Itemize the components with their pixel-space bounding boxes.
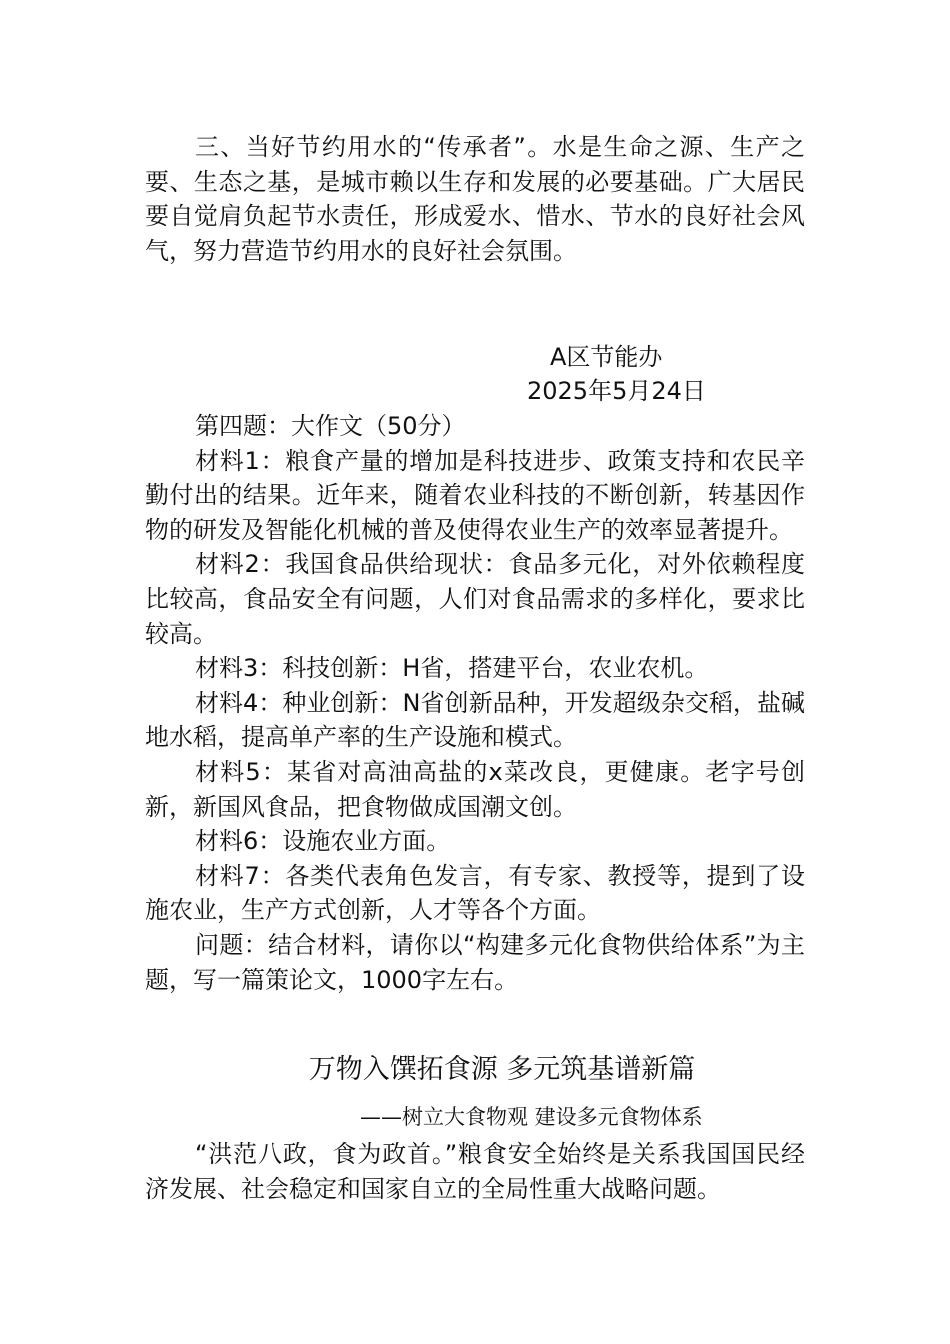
section-three-paragraph: 三、当好节约用水的“传承者”。水是生命之源、生产之要、生态之基，是城市赖以生存和发展的必要基础。广大居民要自觉肩负起节水责任，形成爱水、惜水、节水的良好社会风气，努力营造节约用水的良好社会氛围。 (145, 133, 805, 265)
material-item: 材料3：科技创新：H省，搭建平台，农业农机。 (195, 654, 709, 683)
material-item: 材料7：各类代表角色发言，有专家、教授等，提到了设施农业，生产方式创新，人才等各个方面。 (145, 861, 805, 925)
essay-subtitle: ——树立大食物观 建设多元食物体系 (360, 1105, 703, 1129)
material-item: 材料1：粮食产量的增加是科技进步、政策支持和农民辛勤付出的结果。近年来，随着农业科技的不断创新，转基因作物的研发及智能化机械的普及使得农业生产的效率显著提升。 (145, 446, 805, 544)
question-heading: 第四题：大作文（50分） (195, 412, 466, 440)
question-prompt: 问题：结合材料，请你以“构建多元化食物供给体系”为主题，写一篇策论文，1000字左右。 (145, 930, 805, 994)
signature-organization: A区节能办 (550, 343, 663, 371)
material-item: 材料5：某省对高油高盐的x菜改良，更健康。老字号创新，新国风食品，把食物做成国潮文创。 (145, 757, 805, 821)
essay-title: 万物入馔拓食源 多元筑基谱新篇 (308, 1054, 696, 1085)
essay-opening-paragraph: “洪范八政，食为政首。”粮食安全始终是关系我国国民经济发展、社会稳定和国家自立的全局性重大战略问题。 (145, 1140, 805, 1203)
signature-date: 2025年5月24日 (527, 377, 706, 405)
material-item: 材料2：我国食品供给现状：食品多元化，对外依赖程度比较高，食品安全有问题，人们对食品需求的多样化，要求比较高。 (145, 550, 805, 648)
material-item: 材料6：设施农业方面。 (195, 827, 451, 856)
question-four-block (145, 409, 805, 997)
material-item: 材料4：种业创新：N省创新品种，开发超级杂交稻，盐碱地水稻，提高单产率的生产设施和模式。 (145, 688, 805, 752)
